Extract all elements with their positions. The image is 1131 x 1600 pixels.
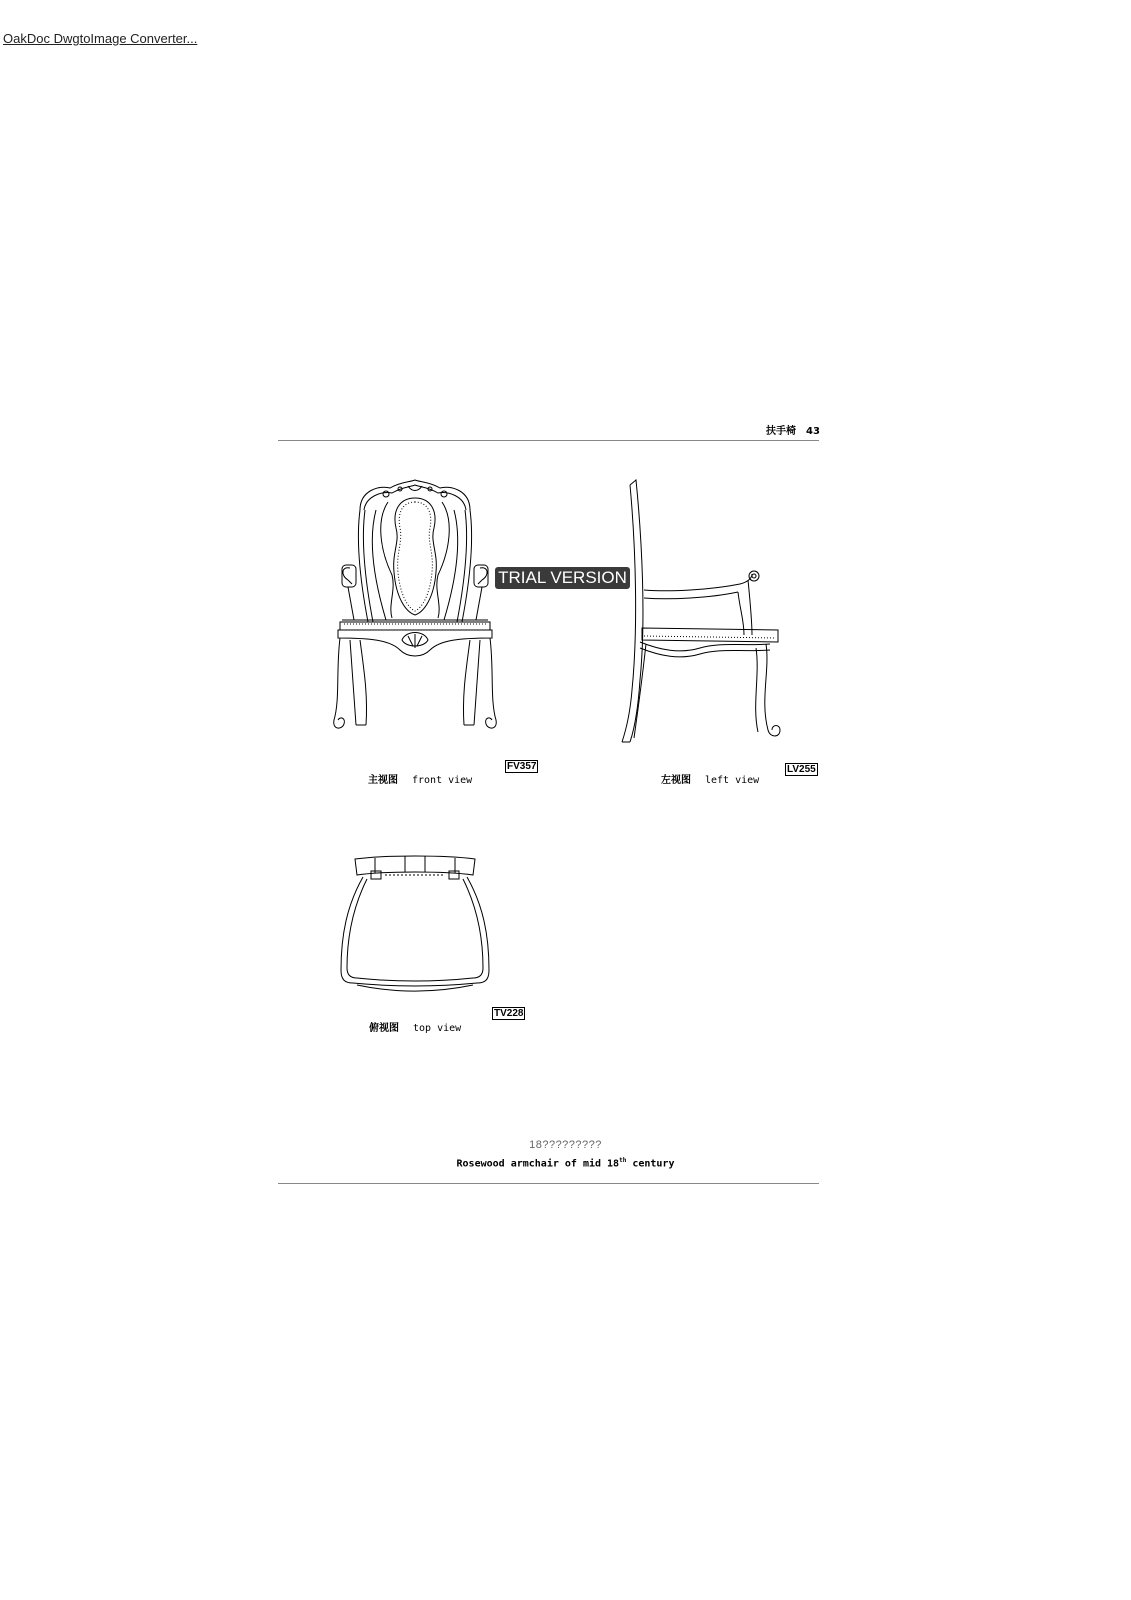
caption-english-sup: th [619,1157,627,1164]
trial-watermark: TRIAL VERSION [495,567,630,589]
left-view-code: LV255 [787,764,816,775]
top-view-code: TV228 [494,1008,524,1019]
page-header-title: 扶手椅 [766,426,796,437]
top-view-label-cn: 俯视图 [369,1023,399,1034]
left-view-drawing [620,480,790,745]
caption-chinese: 18????????? [529,1139,602,1151]
converter-link[interactable]: OakDoc DwgtoImage Converter... [3,31,198,46]
front-view-drawing [330,480,500,745]
page-number: 43 [806,426,820,437]
footer-rule [278,1183,819,1184]
page-header [766,422,820,437]
top-view-label-en: top view [413,1023,462,1034]
left-view-label [661,771,759,786]
left-view-label-cn: 左视图 [661,775,691,786]
front-view-code: FV357 [507,761,537,772]
caption-english-main: Rosewood armchair of mid 18 [456,1158,620,1170]
caption-english [0,1157,1131,1169]
caption-english-tail: century [626,1158,675,1170]
top-view-label [369,1019,461,1034]
front-view-label [368,771,472,786]
header-rule [278,440,819,441]
left-view-label-en: left view [705,775,760,786]
front-view-label-en: front view [412,775,473,786]
front-view-label-cn: 主视图 [368,775,398,786]
top-view-drawing [335,855,495,1000]
